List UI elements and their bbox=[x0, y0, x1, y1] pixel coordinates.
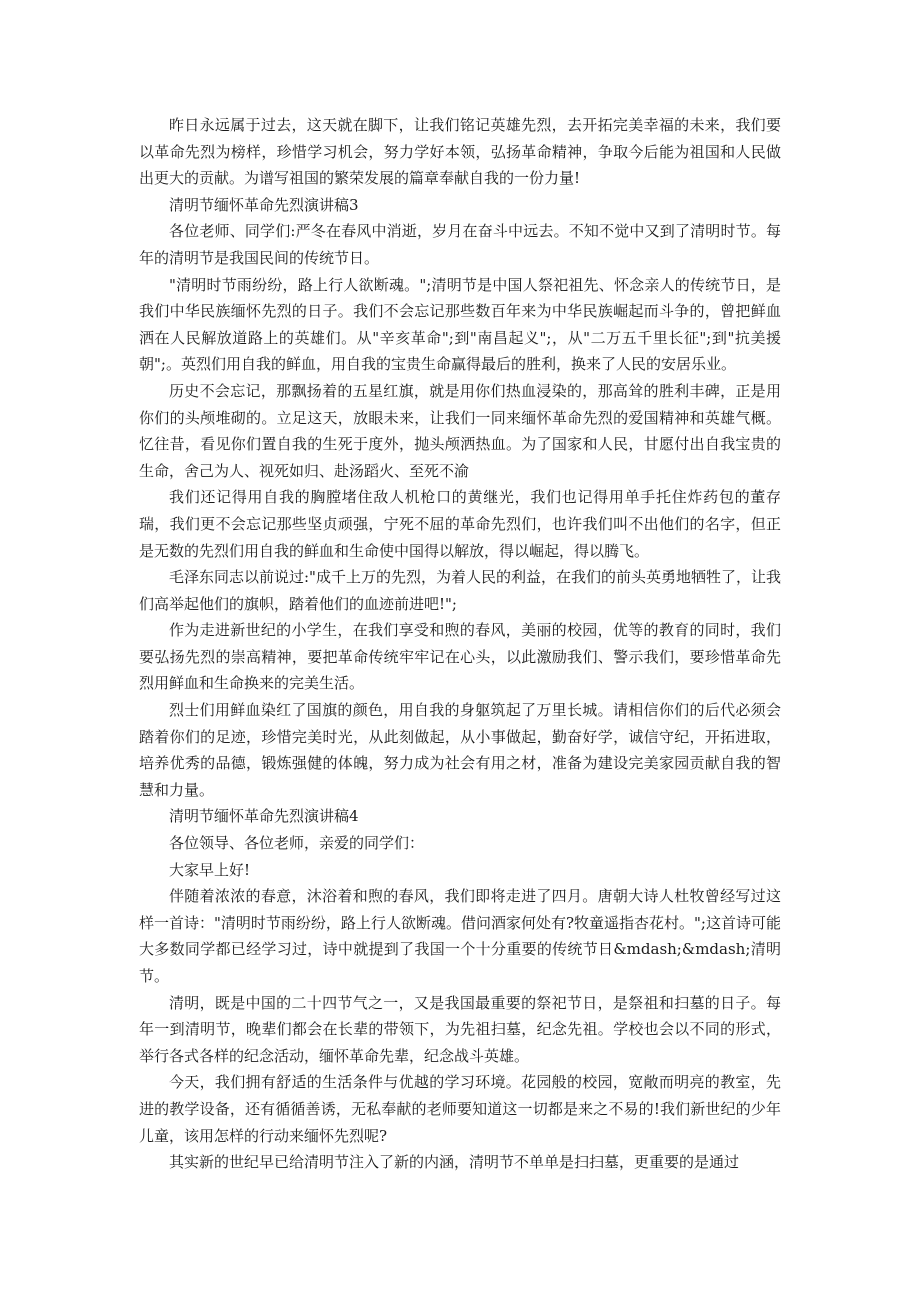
paragraph-new-meaning: 其实新的世纪早已给清明节注入了新的内涵，清明节不单单是扫扫墓，更重要的是通过 bbox=[169, 1153, 740, 1172]
paragraph-good-morning: 大家早上好! bbox=[169, 860, 251, 879]
paragraph-spring: 伴随着浓浓的春意，沐浴着和煦的春风，我们即将走进了四月。唐朝大诗人杜牧曾经写过这样一首诗："清明时节雨纷纷，路上行人欲断魂。借问酒家何处有?牧童遥指杏花村。";这首诗可能大多数同学都已经学习过，诗中就提到了我国一个十分重要的传统节日&mdash;&mdash;清明节。 bbox=[139, 887, 781, 985]
section-heading-3: 清明节缅怀革命先烈演讲稿3 bbox=[169, 195, 359, 214]
paragraph-heroes: 我们还记得用自我的胸膛堵住敌人机枪口的黄继光，我们也记得用单手托住炸药包的董存瑞，我们更不会忘记那些坚贞顽强，宁死不屈的革命先烈们，也许我们叫不出他们的名字，但正是无数的先烈们用自我的鲜血和生命使中国得以解放，得以崛起，得以腾飞。 bbox=[139, 488, 781, 560]
paragraph-qingming-poem: "清明时节雨纷纷，路上行人欲断魂。";清明节是中国人祭祀祖先、怀念亲人的传统节日，是我们中华民族缅怀先烈的日子。我们不会忘记那些数百年来为中华民族崛起而斗争的，曾把鲜血洒在人民解放道路上的英雄们。从"辛亥革命";到"南昌起义";，从"二万五千里长征";到"抗美援朝";。英烈们用自我的鲜血，用自我的宝贵生命赢得最后的胜利，换来了人民的安居乐业。 bbox=[139, 275, 781, 374]
paragraph-history: 历史不会忘记，那飘扬着的五星红旗，就是用你们热血浸染的，那高耸的胜利丰碑，正是用你们的头颅堆砌的。立足这天，放眼未来，让我们一同来缅怀革命先烈的爱国精神和英雄气概。忆往昔，看见你们置自我的生死于度外，抛头颅洒热血。为了国家和人民，甘愿付出自我宝贵的生命，舍己为人、视死如归、赴汤蹈火、至死不渝 bbox=[139, 381, 781, 480]
paragraph-new-century: 作为走进新世纪的小学生，在我们享受和煦的春风，美丽的校园，优等的教育的同时，我们要弘扬先烈的崇高精神，要把革命传统牢牢记在心头，以此激励我们、警示我们，要珍惜革命先烈用鲜血和生命换来的完美生活。 bbox=[139, 621, 781, 693]
paragraph-greeting-3: 各位老师、同学们:严冬在春风中消逝，岁月在奋斗中远去。不知不觉中又到了清明时节。每年的清明节是我国民间的传统节日。 bbox=[139, 222, 781, 267]
section-heading-4: 清明节缅怀革命先烈演讲稿4 bbox=[169, 807, 359, 826]
paragraph-salutation-4: 各位领导、各位老师，亲爱的同学们： bbox=[169, 834, 425, 853]
paragraph-mao-quote: 毛泽东同志以前说过:"成千上万的先烈，为着人民的利益，在我们的前头英勇地牺牲了，让我们高举起他们的旗帜，踏着他们的血迹前进吧!"; bbox=[139, 568, 781, 613]
paragraph-today: 今天，我们拥有舒适的生活条件与优越的学习环境。花园般的校园，宽敞而明亮的教室，先进的教学设备，还有循循善诱，无私奉献的老师要知道这一切都是来之不易的!我们新世纪的少年儿童，该用怎样的行动来缅怀先烈呢? bbox=[139, 1073, 781, 1145]
paragraph-closing-1: 昨日永远属于过去，这天就在脚下，让我们铭记英雄先烈，去开拓完美幸福的未来，我们要以革命先烈为榜样，珍惜学习机会，努力学好本领，弘扬革命精神，争取今后能为祖国和人民做出更大的贡献。为谱写祖国的繁荣发展的篇章奉献自我的一份力量! bbox=[139, 116, 781, 188]
paragraph-martyrs: 烈士们用鲜血染红了国旗的颜色，用自我的身躯筑起了万里长城。请相信你们的后代必须会踏着你们的足迹，珍惜完美时光，从此刻做起，从小事做起，勤奋好学，诚信守纪，开拓进取，培养优秀的品德，锻炼强健的体魄，努力成为社会有用之材，准备为建设完美家园贡献自我的智慧和力量。 bbox=[139, 701, 781, 799]
paragraph-qingming-meaning: 清明，既是中国的二十四节气之一，又是我国最重要的祭祀节日，是祭祖和扫墓的日子。每年一到清明节，晚辈们都会在长辈的带领下，为先祖扫墓，纪念先祖。学校也会以不同的形式，举行各式各样的纪念活动，缅怀革命先辈，纪念战斗英雄。 bbox=[139, 993, 781, 1065]
document-body bbox=[139, 112, 781, 1176]
